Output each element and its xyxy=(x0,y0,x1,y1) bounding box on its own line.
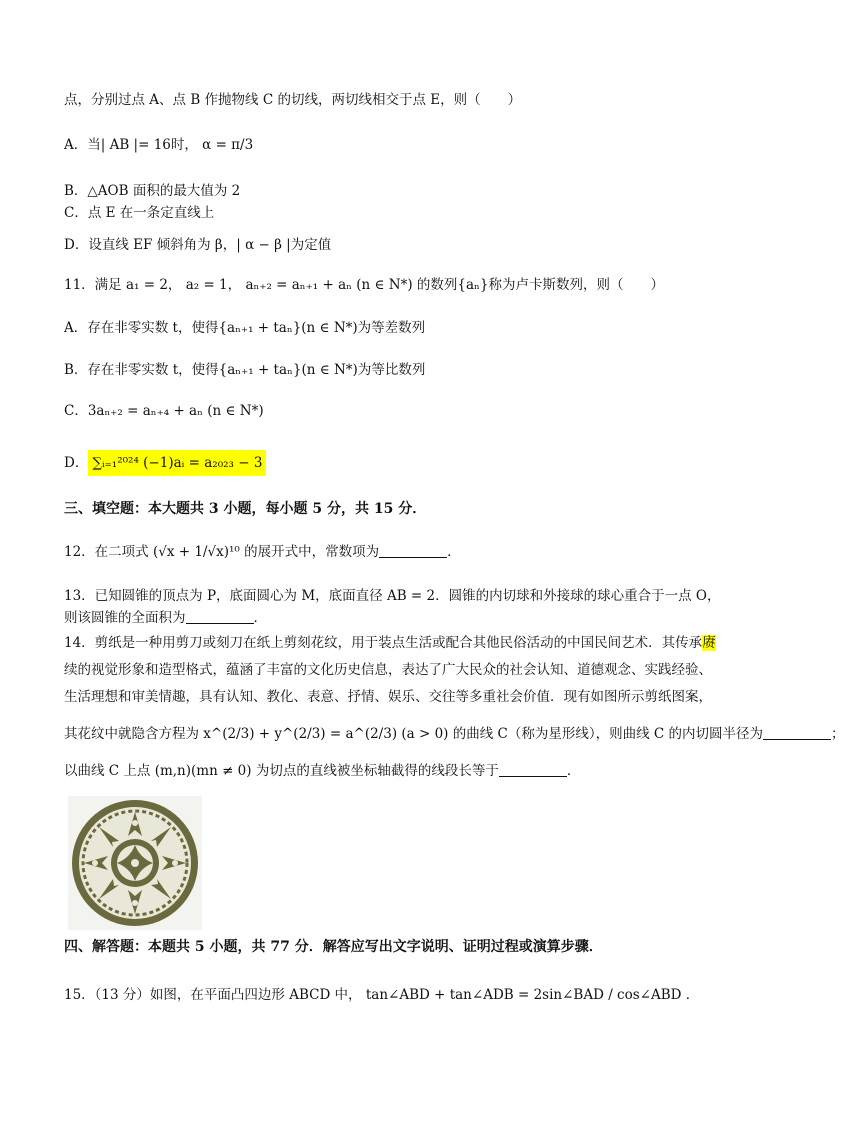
q10-continuation: 点，分别过点 A、点 B 作抛物线 C 的切线，两切线相交于点 E，则（ ） xyxy=(64,92,522,108)
q14-semicolon: ； xyxy=(831,726,845,742)
q14-period: ． xyxy=(566,763,581,779)
q13-period: ． xyxy=(253,610,267,626)
paper-cut-pattern-icon xyxy=(68,796,202,930)
q14-line-2: 续的视觉形象和造型格式，蕴涵了丰富的文化历史信息，表达了广大民众的社会认知、道德观念、实践经验、 xyxy=(64,662,712,678)
q11-option-d-label: D． xyxy=(64,455,89,471)
q13-text: 则该圆锥的全面积为 xyxy=(64,610,186,626)
q14-answer-blank-2[interactable] xyxy=(499,762,567,777)
q12-period: ． xyxy=(447,544,461,560)
paper-cut-figure xyxy=(68,796,202,930)
q12-answer-blank[interactable] xyxy=(379,543,447,558)
q12 xyxy=(64,541,742,563)
q13-line-1: 13．已知圆锥的顶点为 P，底面圆心为 M，底面直径 AB = 2．圆锥的内切球和外接球的球心重合于一点 O， xyxy=(64,588,721,604)
q11-option-b: B．存在非零实数 t，使得{aₙ₊₁ + taₙ}(n ∈ N*)为等比数列 xyxy=(64,362,426,378)
q14-line-4 xyxy=(64,723,845,745)
section-3-title: 三、填空题：本大题共 3 小题，每小题 5 分，共 15 分． xyxy=(64,501,427,517)
q14-line-1-text: 14．剪纸是一种用剪刀或刻刀在纸上剪刻花纹，用于装点生活或配合其他民俗活动的中国民间艺术．其传承 xyxy=(64,635,703,651)
q14-line-5-text: 以曲线 C 上点 (m,n)(mn ≠ 0) 为切点的直线被坐标轴截得的线段长等于 xyxy=(64,763,499,779)
q11-option-d xyxy=(64,450,742,476)
q10-option-a: A．当| AB |= 16时， α = π/3 xyxy=(64,137,254,153)
q11-option-a: A．存在非零实数 t，使得{aₙ₊₁ + taₙ}(n ∈ N*)为等差数列 xyxy=(64,320,426,336)
q15: 15．（13 分）如图，在平面凸四边形 ABCD 中， tan∠ABD + tan∠ADB = 2sin∠BAD / cos∠ABD ． xyxy=(64,987,700,1003)
q11-stem: 11．满足 a₁ = 2， a₂ = 1， aₙ₊₂ = aₙ₊₁ + aₙ (n ∈ N*) 的数列{aₙ}称为卢卡斯数列，则（ ） xyxy=(64,277,664,293)
q10-option-c: C．点 E 在一条定直线上 xyxy=(64,205,215,221)
q14-line-5 xyxy=(64,760,742,782)
q14-highlighted-char: 赓 xyxy=(702,635,716,651)
q10-option-d: D．设直线 EF 倾斜角为 β，| α − β |为定值 xyxy=(64,237,332,253)
q14-line-1 xyxy=(64,632,742,654)
q11-option-c: C．3aₙ₊₂ = aₙ₊₄ + aₙ (n ∈ N*) xyxy=(64,403,264,419)
q14-line-4-text: 其花纹中就隐含方程为 x^(2/3) + y^(2/3) = a^(2/3) (a > 0) 的曲线 C（称为星形线），则曲线 C 的内切圆半径为 xyxy=(64,726,764,742)
q10-option-b: B．△AOB 面积的最大值为 2 xyxy=(64,183,241,199)
q13-answer-blank[interactable] xyxy=(186,609,254,624)
q14-answer-blank-1[interactable] xyxy=(763,725,831,740)
q14-line-3: 生活理想和审美情趣，具有认知、教化、表意、抒情、娱乐、交往等多重社会价值．现有如图所示剪纸图案， xyxy=(64,689,712,705)
q13-line-2 xyxy=(64,607,742,629)
q11-option-d-formula: ∑ᵢ₌₁²⁰²⁴ (−1)aᵢ = a₂₀₂₃ − 3 xyxy=(88,450,266,476)
q12-text: 12．在二项式 (√x + 1/√x)¹⁰ 的展开式中，常数项为 xyxy=(64,544,380,560)
section-4-title: 四、解答题：本题共 5 小题，共 77 分．解答应写出文字说明、证明过程或演算步骤． xyxy=(64,939,603,955)
